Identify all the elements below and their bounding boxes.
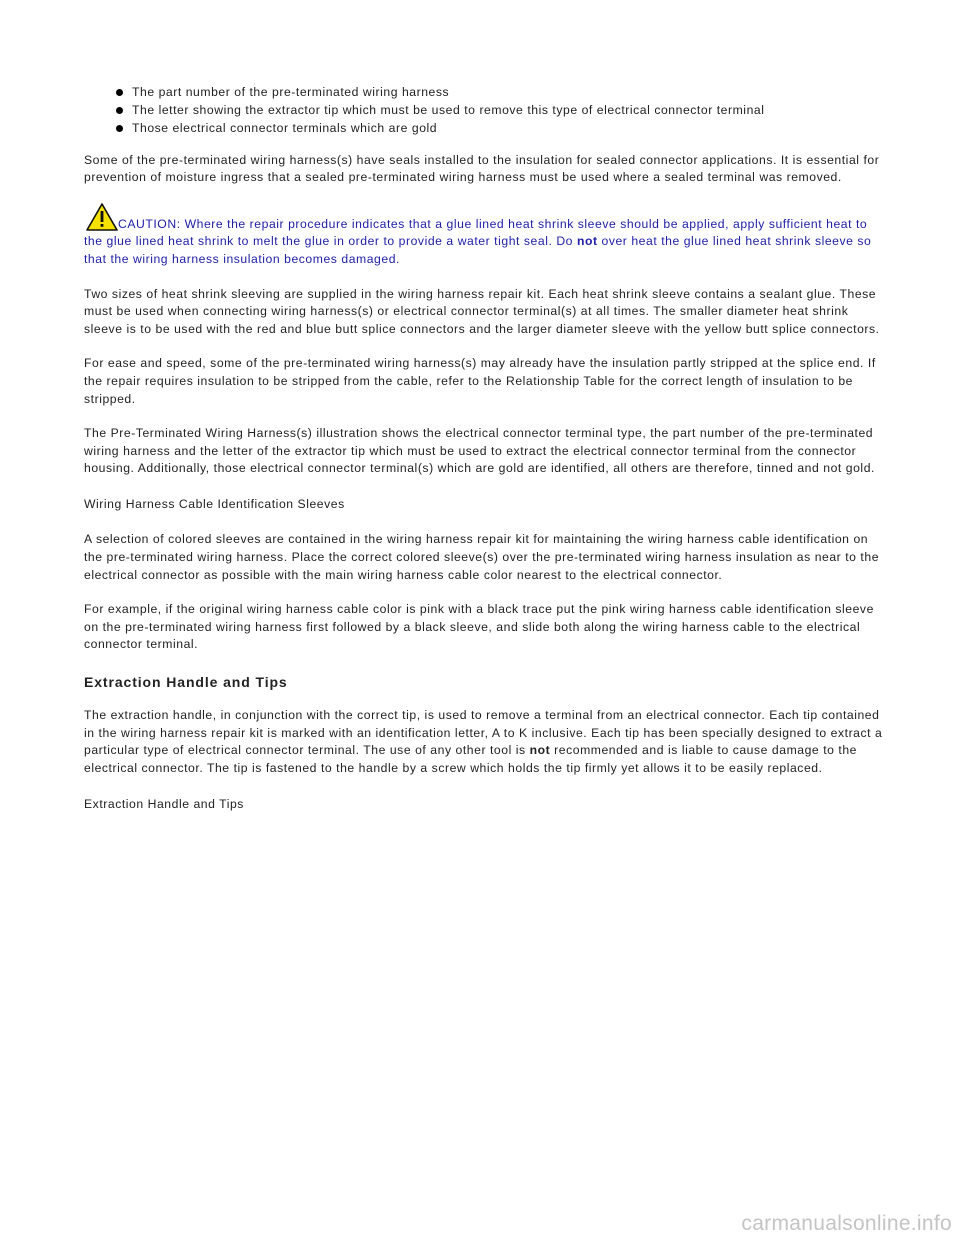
extraction-text-after: recommended and is liable to cause damage to the electrical connector. The tip is fastened to the handle by a screw which holds the tip firmly yet allows it to be easily replaced. (84, 743, 857, 775)
extraction-emphasis: not (529, 743, 551, 758)
bullet-item (84, 84, 884, 102)
caution-text-after: over heat the glue lined heat shrink sleeve so that the wiring harness insulation becomes damaged. (84, 234, 872, 266)
paragraph-seals: Some of the pre-terminated wiring harness(s) have seals installed to the insulation for sealed connector applications. It is essential for prevention of moisture ingress that a sealed pre-terminated wiring harness must be used where a sealed terminal was removed. (84, 152, 880, 185)
warning-triangle-icon (86, 203, 118, 231)
sleeves-figure-label: Wiring Harness Cable Identification Sleeves (84, 496, 345, 511)
bullet-text: The part number of the pre-terminated wiring harness (132, 85, 450, 99)
extraction-figure-label: Extraction Handle and Tips (84, 797, 244, 812)
bullet-text: Those electrical connector terminals which are gold (132, 121, 438, 136)
watermark: carmanualsonline.info (741, 1212, 952, 1235)
paragraph-colored-sleeves: A selection of colored sleeves are contained in the wiring harness repair kit for maintaining the wiring harness cable identification on the pre-terminated wiring harness. Place the correct colored sleeve(s) over the pre-terminated wiring harness insulation as near to the electrical connector as possible with the main wiring harness cable color nearest to the electrical connector. (84, 532, 880, 582)
paragraph-example: For example, if the original wiring harness cable color is pink with a black trace put the pink wiring harness cable identification sleeve on the pre-terminated wiring harness first followed by a black sleeve, and slide both along the wiring harness cable to the electrical connector terminal. (84, 602, 874, 652)
bullet-item (84, 102, 884, 120)
paragraph-stripped: For ease and speed, some of the pre-terminated wiring harness(s) may already have the insulation partly stripped at the splice end. If the repair requires insulation to be stripped from the cable, refer to the Relationship Table for the correct length of insulation to be stripped. (84, 356, 876, 406)
bullet-item (84, 120, 884, 138)
caution-note (84, 203, 884, 269)
section-heading-extraction: Extraction Handle and Tips (84, 674, 288, 691)
caution-emphasis: not (576, 234, 598, 249)
bullet-text: The letter showing the extractor tip which must be used to remove this type of electrical connector terminal (132, 103, 765, 118)
bullet-dot-icon (116, 125, 123, 132)
bullet-dot-icon (116, 89, 123, 96)
paragraph-heat-shrink: Two sizes of heat shrink sleeving are supplied in the wiring harness repair kit. Each heat shrink sleeve contains a sealant glue. These must be used when connecting wiring harness(s) or electrical connector terminal(s) at all times. The smaller diameter heat shrink sleeve is to be used with the red and blue butt splice connectors and the larger diameter sleeve with the yellow butt splice connectors. (84, 286, 880, 336)
bullet-list (84, 84, 884, 139)
caution-text-before: CAUTION: Where the repair procedure indicates that a glue lined heat shrink sleeve should be applied, apply sufficient heat to the glue lined heat shrink to melt the glue in order to provide a water tight seal. Do (84, 216, 868, 249)
paragraph-illustration: The Pre-Terminated Wiring Harness(s) illustration shows the electrical connector terminal type, the part number of the pre-terminated wiring harness and the letter of the extractor tip which must be used to extract the electrical connector terminal from the connector housing. Additionally, those electrical connector terminal(s) which are gold are identified, all others are therefore, tinned and not gold. (84, 426, 875, 476)
bullet-dot-icon (116, 107, 123, 114)
extraction-text-before: The extraction handle, in conjunction with the correct tip, is used to remove a terminal from an electrical connector. Each tip contained in the wiring harness repair kit is marked with an identification letter, A to K inclusive. Each tip has been specially designed to extract a particular type of electrical connector terminal. The use of any other tool is (84, 708, 883, 758)
paragraph-extraction (84, 707, 884, 777)
document-page (84, 84, 884, 814)
